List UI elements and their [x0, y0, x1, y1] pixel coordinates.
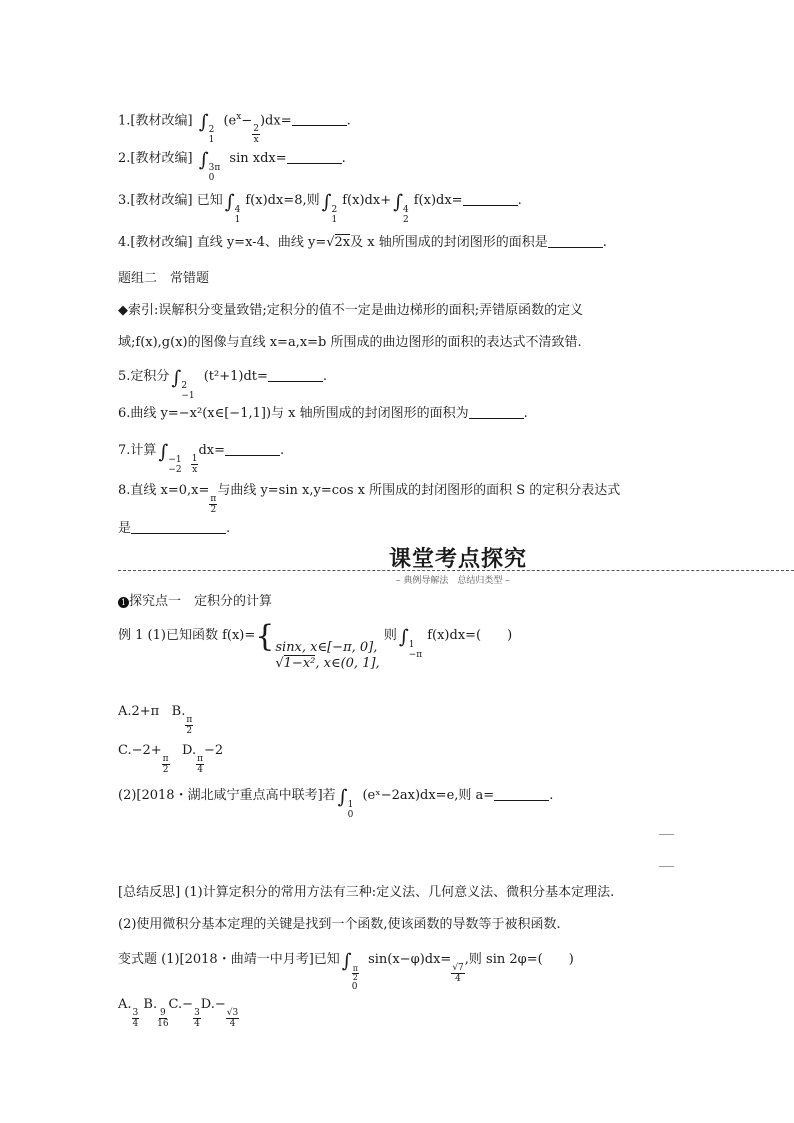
lower-limit: 0: [351, 982, 358, 992]
question-2: 2.[教材改编] ∫ 3π 0 sin xdx= .: [118, 149, 346, 183]
margin-mark: [659, 834, 674, 835]
answer-blank[interactable]: [463, 205, 518, 206]
upper-limit: 2: [331, 205, 338, 215]
option-c[interactable]: C.−2+: [118, 743, 162, 758]
brace: {: [255, 619, 275, 654]
lower-limit: 0: [208, 173, 215, 183]
case-1: sinx, x∈[−π, 0],: [275, 640, 378, 655]
integrand: (t²+1)dt=: [203, 369, 268, 384]
variant-options: [118, 996, 239, 1029]
question-text: f(x)dx=8,则: [245, 193, 320, 208]
integral-sign: ∫: [158, 441, 169, 463]
lower-limit: 1: [331, 215, 338, 225]
integral-sign: ∫: [398, 626, 409, 648]
option-a[interactable]: A.: [118, 997, 132, 1012]
fraction-num: π: [352, 964, 358, 973]
integrand: sin xdx=: [229, 151, 287, 166]
question-text: 是: [118, 521, 132, 536]
lower-limit: −2: [168, 465, 182, 475]
question-7: 7.计算 ∫ −1 −2 $\frac{1}{x}$ dx= .: [118, 441, 285, 475]
upper-limit: 3π: [208, 163, 221, 173]
fraction-den: 2: [210, 505, 217, 515]
fraction-den: 4: [197, 765, 203, 775]
option-b[interactable]: B.: [143, 997, 158, 1012]
options-row-2: [118, 742, 223, 775]
answer-blank[interactable]: [548, 247, 603, 248]
question-text: 5.定积分: [118, 369, 170, 384]
question-text: 则: [383, 628, 397, 643]
fraction-num: 3: [194, 1008, 200, 1018]
upper-limit: 4: [403, 205, 409, 215]
section-header: [118, 542, 794, 587]
question-3: 3.[教材改编] 已知 ∫ 4 1 f(x)dx=8,则 ∫ 2 1 f(x)dx+ ∫ 4 2 f(x)dx= .: [118, 191, 522, 225]
upper-limit: −1: [168, 455, 182, 465]
question-text: f(x)dx+: [342, 193, 392, 208]
integral-sign: ∫: [198, 149, 209, 171]
example-1-part-2: (2)[2018・湖北咸宁重点高中联考]若 ∫ 1 0 (eˣ−2ax)dx=e,则 a= .: [118, 786, 554, 820]
answer-blank[interactable]: [494, 800, 549, 801]
fraction-den: 4: [194, 1019, 200, 1029]
question-text: 已知: [196, 193, 223, 208]
variant-question: [118, 951, 574, 992]
integral-limits: [181, 381, 194, 401]
fraction-num: √7: [452, 963, 464, 973]
integrand: (eˣ−2ax)dx=e,则 a=: [362, 788, 495, 803]
fraction-num: 2: [253, 124, 259, 135]
fraction-num: 1: [191, 454, 198, 464]
answer-blank[interactable]: [287, 163, 342, 164]
answer-blank[interactable]: [469, 418, 524, 419]
upper-limit: 2: [181, 381, 188, 391]
question-5: 5.定积分 ∫ 2 −1 (t²+1)dt= .: [118, 367, 328, 401]
example-1: [118, 619, 513, 672]
upper-limit: 1: [408, 640, 415, 650]
summary-2: (2)使用微积分基本定理的关键是找到一个函数,使该函数的导数等于被积函数.: [118, 917, 561, 932]
answer-blank[interactable]: [225, 455, 280, 456]
fraction-num: π: [162, 754, 169, 764]
question-text: 直线 y=x-4、曲线 y=: [196, 235, 327, 250]
integrand: dx=: [198, 443, 226, 458]
option-d[interactable]: D.−: [200, 997, 226, 1012]
options-row-1: [118, 703, 193, 736]
fraction: [252, 124, 260, 145]
point-marker-icon: 1: [118, 597, 129, 608]
question-8-cont: 是 .: [118, 521, 231, 536]
piecewise-cases: [275, 640, 379, 672]
option-c[interactable]: C.−: [168, 997, 194, 1012]
question-text: 及 x 轴所围成的封闭图形的面积是: [350, 235, 548, 250]
fraction-num: π: [186, 715, 193, 725]
fraction: [226, 1008, 239, 1029]
question-text: f(x)dx=: [413, 193, 463, 208]
integral-limits: [403, 205, 409, 225]
group-heading: 题组二 常错题: [118, 271, 210, 286]
lower-limit: 0: [347, 810, 354, 820]
lower-limit: 1: [234, 215, 241, 225]
point-title: 探究点一 定积分的计算: [129, 594, 273, 609]
section-subtitle: – 典例导解法 总结归类型 –: [396, 576, 510, 586]
lower-limit: 2: [403, 215, 409, 225]
index-note: 域;f(x),g(x)的图像与直线 x=a,x=b 所围成的曲边图形的面积的表达式不清致错.: [118, 335, 582, 350]
answer-blank[interactable]: [268, 381, 323, 382]
question-8: [118, 482, 620, 515]
integral-limits: [168, 455, 181, 475]
question-text: 变式题 (1)[2018・曲靖一中月考]已知: [118, 952, 340, 967]
fraction-den: 16: [157, 1019, 169, 1029]
integral-limits: [409, 640, 422, 660]
question-text: ,则 sin 2φ=( ): [464, 952, 574, 967]
fraction: [162, 754, 170, 775]
summary-1: [总结反思] (1)计算定积分的常用方法有三种:定义法、几何意义法、微积分基本定理法.: [118, 885, 615, 900]
integral-limits: [209, 163, 221, 183]
integrand: sin(x−φ)dx=: [368, 952, 452, 967]
case-2: √1−x², x∈(0, 1],: [275, 656, 380, 671]
fraction: [193, 1008, 201, 1029]
integral-limits: [332, 205, 338, 225]
fraction-den: 2: [352, 973, 358, 982]
fraction-den: x: [253, 135, 259, 146]
question-tag: [教材改编]: [130, 151, 193, 166]
fraction-num: 3: [132, 1008, 139, 1018]
radicand: 2x: [334, 235, 351, 250]
question-tag: [教材改编]: [130, 193, 193, 208]
radicand: 1−x²: [283, 656, 316, 671]
lower-limit: −π: [408, 650, 423, 660]
integral-sign: ∫: [321, 191, 332, 213]
answer-blank[interactable]: [292, 125, 347, 126]
explore-point-heading: [118, 593, 272, 611]
fraction-num: 9: [159, 1008, 166, 1018]
upper-limit: [352, 965, 359, 982]
question-number: 1.: [118, 113, 131, 129]
option-a[interactable]: A.2+π: [118, 704, 160, 719]
lower-limit: −1: [181, 391, 195, 401]
integrand-close: )dx=: [259, 113, 292, 129]
question-number: 4.: [118, 235, 131, 250]
integral-sign: ∫: [224, 191, 235, 213]
question-text: (2)[2018・湖北咸宁重点高中联考]若: [118, 788, 336, 803]
question-text: f(x)dx=( ): [427, 628, 513, 643]
fraction-num: π: [210, 494, 217, 504]
fraction-num: √3: [226, 1008, 239, 1018]
question-text: 7.计算: [118, 443, 157, 458]
fraction-den: 2: [186, 726, 193, 736]
question-text: 8.直线 x=0,x=: [118, 483, 210, 498]
integral-limits: [352, 965, 359, 992]
option-b[interactable]: B.: [171, 704, 186, 719]
fraction-den: 4: [229, 1019, 236, 1029]
fraction-den: 4: [455, 974, 461, 984]
exponent: x: [236, 112, 242, 122]
upper-limit: 2: [208, 125, 215, 136]
integral-sign: ∫: [393, 191, 403, 213]
answer-blank[interactable]: [131, 533, 226, 534]
question-6: 6.曲线 y=−x²(x∈[−1,1])与 x 轴所围成的封闭图形的面积为 .: [118, 406, 528, 421]
section-title: 课堂考点探究: [389, 547, 528, 572]
integrand-open: (e: [223, 113, 237, 129]
question-text: 例 1 (1)已知函数 f(x)=: [118, 628, 256, 643]
minus-sign: −: [241, 113, 253, 129]
question-text: 与曲线 y=sin x,y=cos x 所围成的封闭图形的面积 S 的定积分表达式: [217, 483, 621, 498]
question-tag: [教材改编]: [130, 113, 193, 129]
integral-sign: ∫: [337, 786, 348, 808]
fraction: [451, 963, 464, 984]
fraction-num: π: [197, 754, 204, 764]
fraction: [196, 754, 204, 775]
question-text: 6.曲线 y=−x²(x∈[−1,1])与 x 轴所围成的封闭图形的面积为: [118, 406, 469, 421]
fraction: [185, 715, 193, 736]
question-number: 3.: [118, 193, 131, 208]
upper-limit: 1: [347, 800, 354, 810]
margin-mark: [659, 866, 674, 867]
fraction-den: 4: [132, 1019, 139, 1029]
integral-sign: ∫: [198, 111, 209, 134]
question-1: 1.[教材改编] ∫ 2 1 ($e^x-$ $\frac{2}{x}$ )dx= .: [118, 111, 351, 146]
fraction-den: x: [192, 465, 198, 475]
option-d[interactable]: D.: [182, 743, 197, 758]
integral-sign: ∫: [341, 950, 352, 972]
case-2-domain: , x∈(0, 1],: [315, 656, 380, 671]
integral-limits: [348, 800, 354, 820]
integral-limits: [235, 205, 241, 225]
question-number: 2.: [118, 151, 131, 166]
integral-limits: [209, 125, 215, 145]
option-d-rest: −2: [204, 743, 224, 758]
fraction-den: 2: [162, 765, 169, 775]
integral-sign: ∫: [171, 367, 182, 389]
upper-limit: 4: [234, 205, 241, 215]
lower-limit: 1: [208, 135, 215, 146]
question-tag: [教材改编]: [130, 235, 193, 250]
fraction: [132, 1008, 140, 1029]
index-note: ◆索引:误解积分变量致错;定积分的值不一定是曲边梯形的面积;弄错原函数的定义: [118, 303, 584, 318]
section-divider: [118, 570, 794, 571]
fraction: [157, 1008, 168, 1029]
question-4: 4.[教材改编] 直线 y=x-4、曲线 y=√2x及 x 轴所围成的封闭图形的面积是 .: [118, 235, 607, 250]
